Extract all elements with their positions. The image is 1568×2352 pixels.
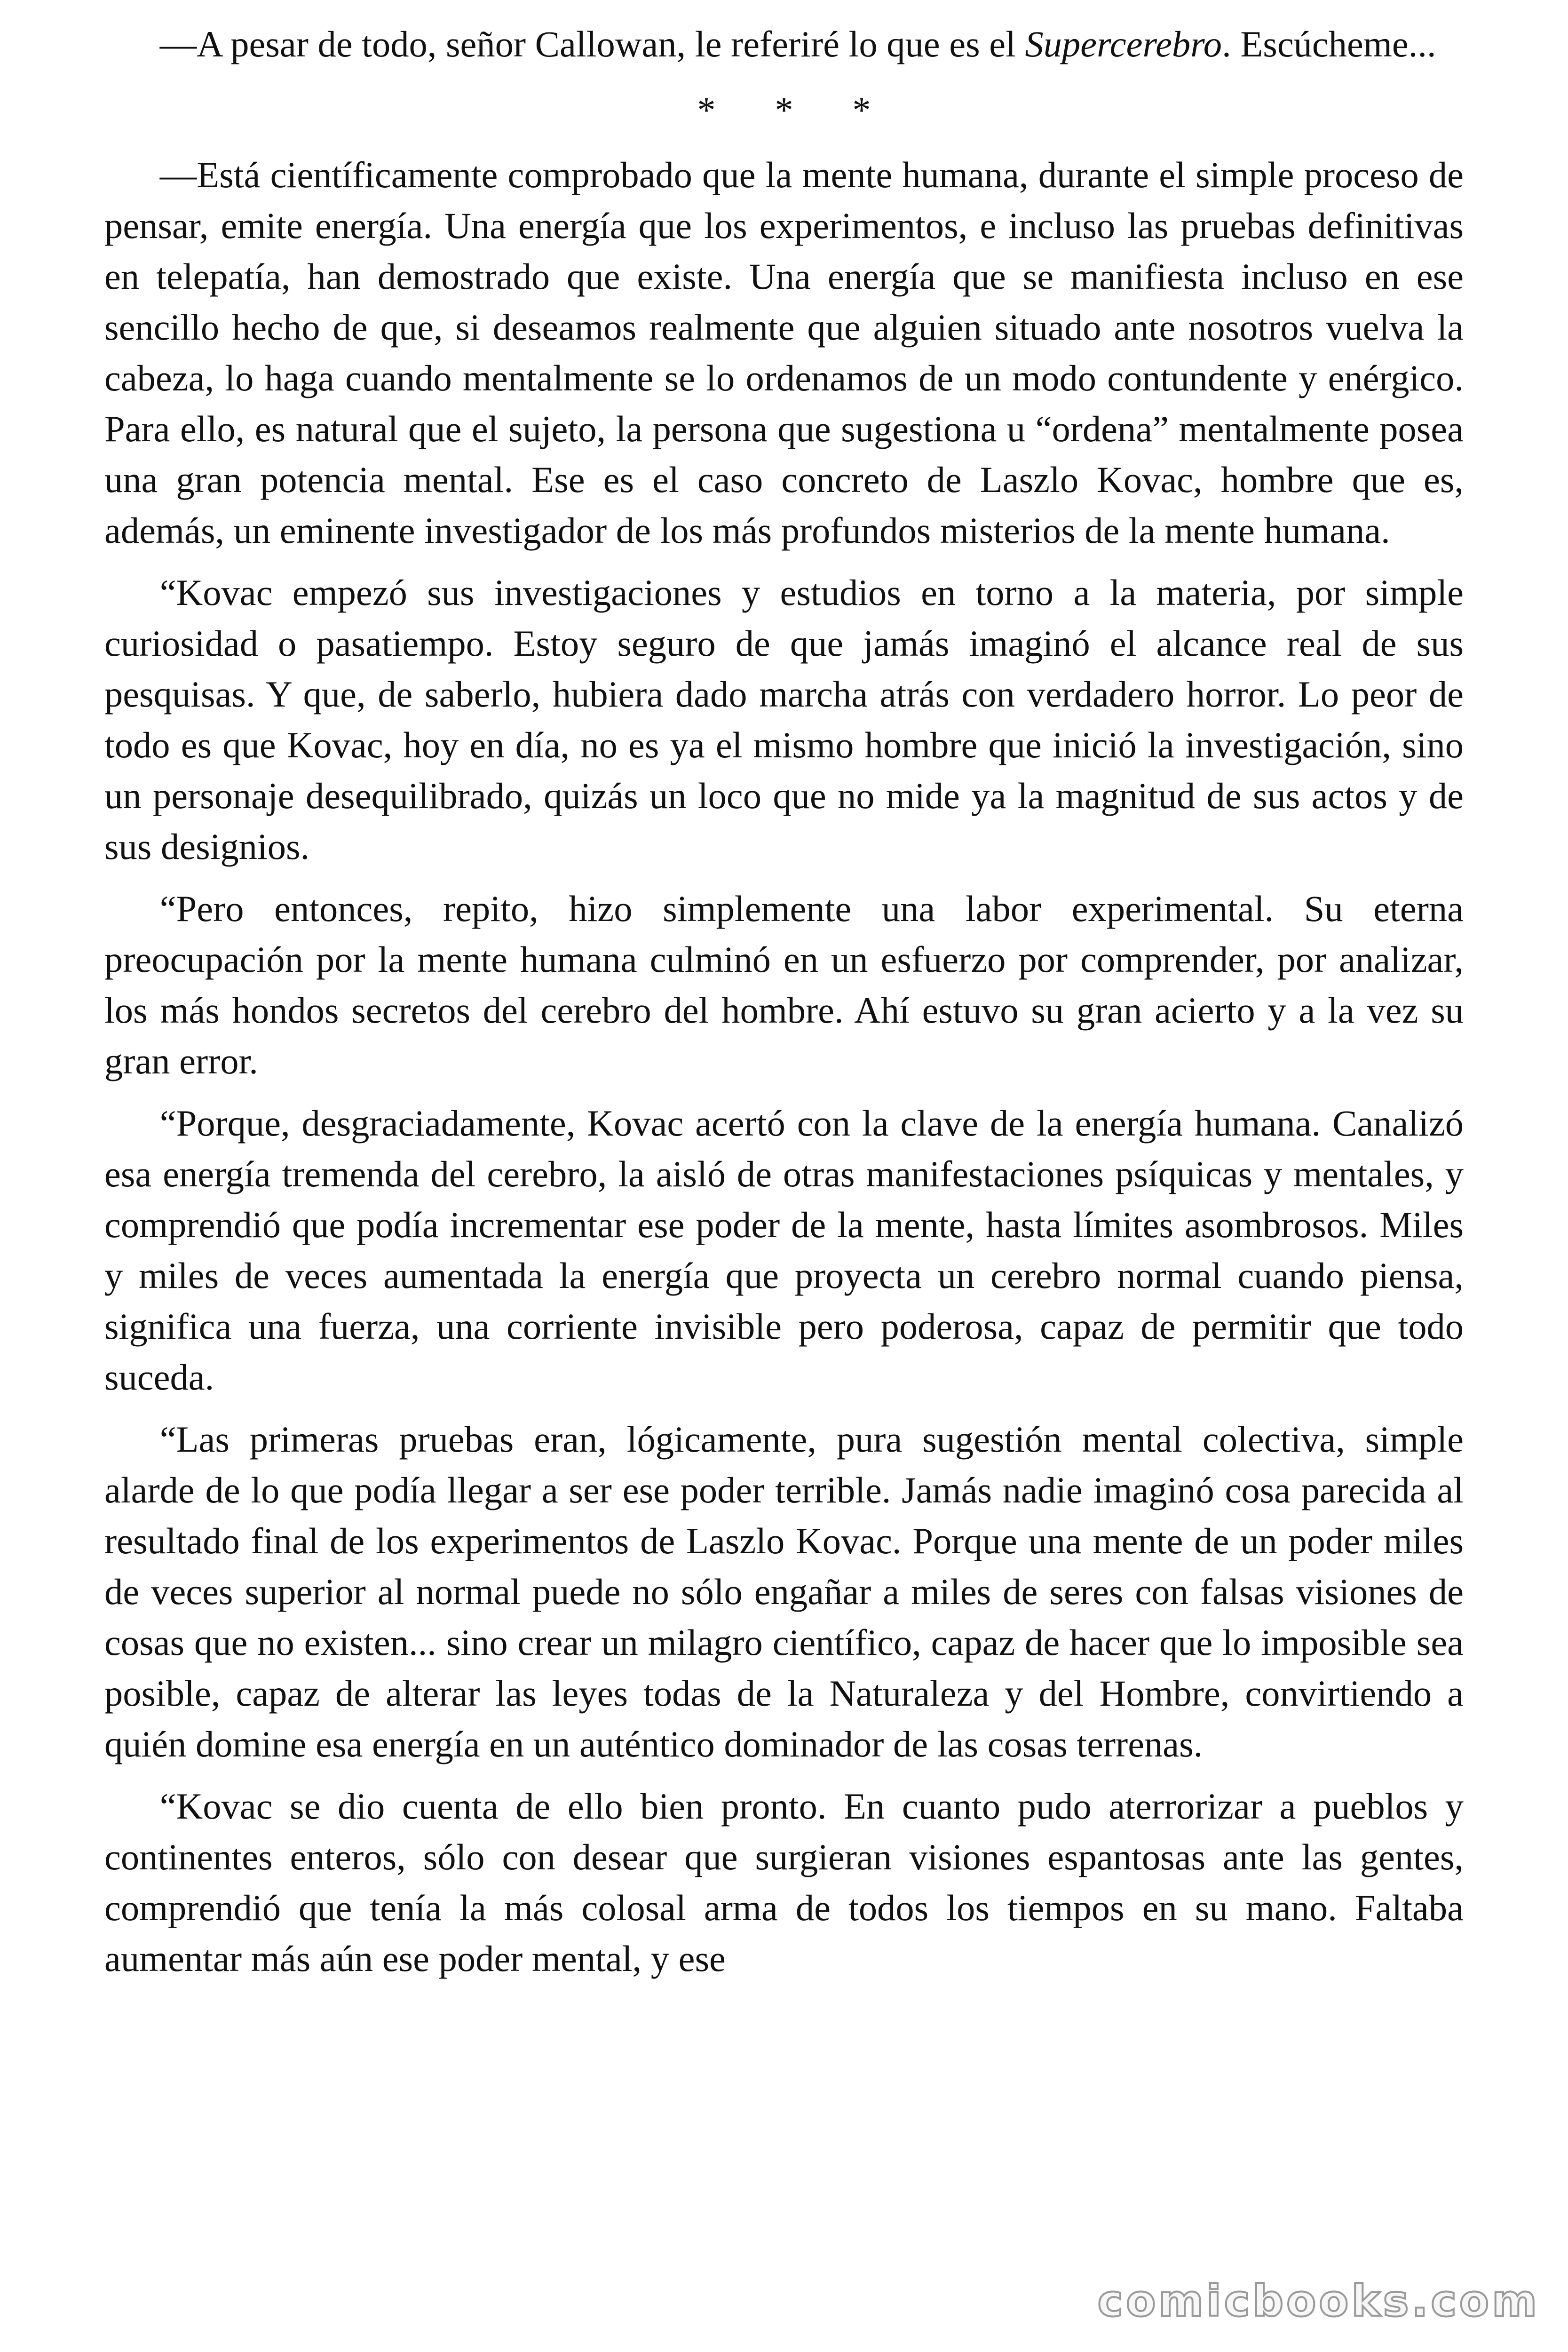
body-paragraph: “Porque, desgraciadamente, Kovac acertó con la clave de la energía humana. Canalizó esa energía tremenda del cerebro, la aisló de otras manifestaciones psíquicas y mentales, y comprendió que podía incrementar ese poder de la mente, hasta límites asombrosos. Miles y miles de veces aumentada la energía que proyecta un cerebro normal cuando piensa, significa una fuerza, una corriente invisible pero poderosa, capaz de permitir que todo suceda. bbox=[104, 1103, 1464, 1398]
separator-asterisk: * bbox=[852, 89, 871, 130]
opening-text: —A pesar de todo, señor Callowan, le referiré lo que es el bbox=[159, 24, 1025, 64]
section-separator bbox=[104, 85, 1464, 135]
book-page bbox=[104, 19, 1464, 1995]
opening-text-end: . Escúcheme... bbox=[1222, 24, 1436, 64]
body-paragraph: “Pero entonces, repito, hizo simplemente una labor experimental. Su eterna preocupación por la mente humana culminó en un esfuerzo por comprender, por analizar, los más hondos secretos del cerebro del hombre. Ahí estuvo su gran acierto y a la vez su gran error. bbox=[104, 888, 1464, 1081]
opening-paragraph bbox=[104, 19, 1464, 70]
separator-asterisk: * bbox=[775, 89, 793, 130]
body-paragraph: “Kovac se dio cuenta de ello bien pronto. En cuanto pudo aterrorizar a pueblos y continentes enteros, sólo con desear que surgieran visiones espantosas ante las gentes, comprendió que tenía la más colosal arma de todos los tiempos en su mano. Faltaba aumentar más aún ese poder mental, y ese bbox=[104, 1786, 1464, 1979]
body-paragraph: “Las primeras pruebas eran, lógicamente, pura sugestión mental colectiva, simple alarde de lo que podía llegar a ser ese poder terrible. Jamás nadie imaginó cosa parecida al resultado final de los experimentos de Laszlo Kovac. Porque una mente de un poder miles de veces superior al normal puede no sólo engañar a miles de seres con falsas visiones de cosas que no existen... sino crear un milagro científico, capaz de hacer que lo imposible sea posible, capaz de alterar las leyes todas de la Naturaleza y del Hombre, convirtiendo a quién domine esa energía en un auténtico dominador de las cosas terrenas. bbox=[104, 1419, 1464, 1764]
book-title-italic: Supercerebro bbox=[1025, 24, 1222, 64]
separator-asterisk: * bbox=[697, 89, 716, 130]
body-paragraph: “Kovac empezó sus investigaciones y estudios en torno a la materia, por simple curiosidad o pasatiempo. Estoy seguro de que jamás imaginó el alcance real de sus pesquisas. Y que, de saberlo, hubiera dado marcha atrás con verdadero horror. Lo peor de todo es que Kovac, hoy en día, no es ya el mismo hombre que inició la investigación, sino un personaje desequilibrado, quizás un loco que no mide ya la magnitud de sus actos y de sus designios. bbox=[104, 572, 1464, 867]
body-paragraph: —Está científicamente comprobado que la mente humana, durante el simple proceso de pensar, emite energía. Una energía que los experimentos, e incluso las pruebas definitivas en telepatía, han demostrado que existe. Una energía que se manifiesta incluso en ese sencillo hecho de que, si deseamos realmente que alguien situado ante nosotros vuelva la cabeza, lo haga cuando mentalmente se lo ordenamos de un modo contundente y enérgico. Para ello, es natural que el sujeto, la persona que sugestiona u “ordena” mentalmente posea una gran potencia mental. Ese es el caso concreto de Laszlo Kovac, hombre que es, además, un eminente investigador de los más profundos misterios de la mente humana. bbox=[104, 154, 1464, 551]
site-watermark: comicbooks.com bbox=[1097, 2276, 1540, 2326]
